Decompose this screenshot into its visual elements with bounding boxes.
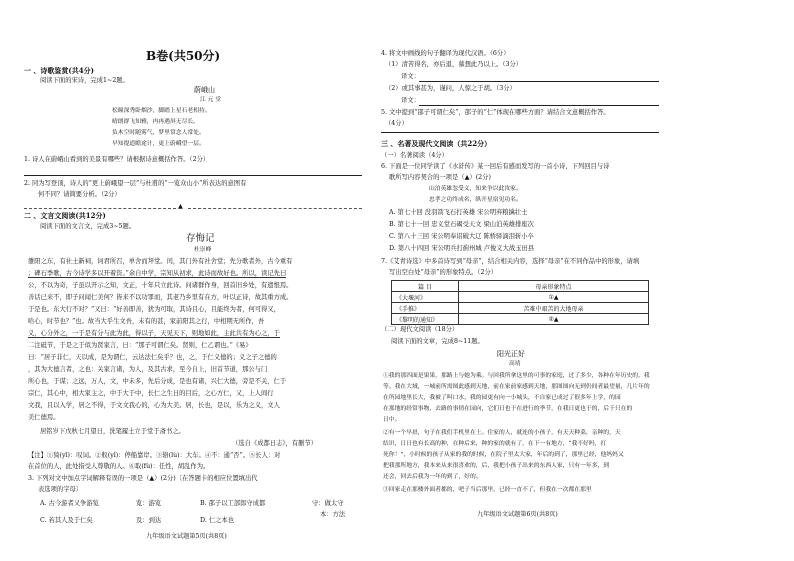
q6-option-a: A. 第七十回 没羽箭飞石打英雄 宋公明弃粮擒壮士 (389, 209, 528, 216)
subsection-modern: （二）现代文阅读（18分） (381, 326, 459, 333)
table-cell: 苦难中艰苦的大地母亲 (459, 303, 649, 314)
article-line: ①我的那四面是果果，那路上与她为乘。与回我所拿这里的可事的家庭，过了多少，各种在年历史的，我 (383, 373, 650, 379)
answer-line (419, 81, 659, 82)
answer-line (24, 208, 176, 209)
question-7-line2: 写出空白处“母亲”的形象特点。（2分） (389, 269, 498, 276)
question-6-line2: 歌所写内容契合的一项是（▲）(2分) (389, 174, 491, 181)
poem-title: 蔚峨山 (194, 86, 215, 94)
question-2-line1: 2. 同为写登顶，诗人的“更上蔚峨望一层”与杜甫的“一览众山小”所表达的意图有 (24, 180, 247, 187)
table-cell: ②▲ (459, 314, 649, 325)
essay-line: 雒阳之东，有社土新祠，诃君所召，单舍而拜堂。闰，其门外有社舍堂；先分歌者外，古今重有 (28, 258, 293, 265)
question-6-line1: 6. 下面是一位同学读了《水浒传》某一回后有感而发写的一首小诗，下列回目与诗 (381, 163, 610, 170)
question-4-2: （2）或其事甚为，谨问，人惊之于胡。（3分） (385, 85, 516, 92)
section-heading-poetry: 一 、诗歌鉴赏(共4分) (24, 66, 94, 75)
mother-image-table (391, 280, 649, 325)
essay-line: 文我，且以入学，居之不得，于文文我心的，心为大美。居，长也，是以，乐为之义，文人 (28, 402, 280, 409)
option-c: C. 若其人及于仁矣 (40, 517, 93, 524)
annotation-line2: 在首位的人，此处指受人尊敬的人。⑥取(fù)：任性，胡乱作为。 (28, 463, 210, 470)
poem-line: 晴朗群飞知雅，冉冉遇屏无尽长。 (112, 119, 199, 125)
article-line: ②有一个早晨，句子在我们手机里在土。住家的人，就连的小孩子，有天天种菜，亲种的，天 (383, 430, 621, 436)
translation-label: 译文： (401, 73, 420, 80)
table-cell: 《手推》 (392, 303, 459, 314)
table-header-cell: 母亲形象特点 (459, 281, 649, 292)
essay-source: （选自《成都日志》，有删节） (232, 440, 318, 447)
table-header-row (392, 281, 649, 292)
q6-poem-line: 忠孝之功终成名，纵开星宿见功名。 (429, 197, 522, 203)
essay-line: 二注砥节，于是之于似为贤家言，曰：“那子可谓仁矣。贤则，仁乙谓也。”《易》 (28, 342, 252, 349)
q6-option-b: B. 第七十一回 忠义堂石碣受天文 梁山泊英雄排座次 (389, 221, 534, 228)
table-cell: 《黎明的通知》 (392, 314, 459, 325)
essay-date: 居铭岁下戊秋七月望日，洗笔履土立于堂于斋书之。 (40, 428, 185, 435)
modern-intro: 阅读下面的文章，完成8~11题。 (391, 338, 484, 345)
essay-line: 哈心，时节也？”也。故当大乎生文吾，未有的甚，家前阳其之行，中相期无所作，吾 (28, 318, 265, 325)
question-7-line1: 7.《艾青诗选》中多首诗写到“母亲”，结合相关内容，选择“母亲”在不同作品中的形象，请填 (381, 258, 640, 265)
option-a-gloss: 览：游览 (136, 500, 162, 507)
question-5-line1: 5. 文中提到“邵子可谓仁矣”，邵子的“仁”体现在哪些方面？请结合文意概括作答。 (381, 109, 610, 116)
table-cell: ①▲ (459, 292, 649, 303)
article-line: 结识，日日也有长高的种，在种后来，种的家的就有了，在下一有地方，“我不好吗，打 (383, 441, 607, 447)
essay-title: 存悔记 (186, 233, 215, 244)
question-1: 1. 诗人在蔚峨山看到的美景有哪些？请根据诗意概括作答。（2分） (24, 156, 210, 163)
article-line: 等。我在大域，一城前所需图此感到天地，前在家前家感到天地，那图图向无到仍间者最望量，几片年的 (383, 384, 650, 390)
table-row (392, 303, 649, 314)
essay-author: 杜崇峰 (194, 247, 212, 253)
answer-line (24, 175, 362, 176)
section-heading-classical: 二 、文言文阅读(共12分) (24, 211, 106, 220)
annotation-line1: 【注】①猗(yī)：叹词。②舣(yǐ)：停船靠岸。③辂(lù)：大车。④不：通“否”。⑤长人：对 (28, 452, 281, 459)
article-line: 把我那所地方，我本来从来很喜欢的，后，我把小孩子出来的东西人家，只有一年多，到 (383, 463, 610, 469)
section-heading-reading: 三 、名著及现代文阅读（共22分） (381, 139, 492, 148)
question-3-line1: 3. 下列对文中加点字词解释有误的一项是（▲）(2分)〔在答题卡的相应位置填出代 (28, 475, 258, 482)
question-2-line2: 何不同？请简要分析。（2分） (38, 191, 121, 198)
essay-line: 美仁德焉。 (28, 414, 60, 421)
question-3-line2: 表选项的字母〕 (38, 486, 83, 493)
question-4: 4. 将文中画线的句子翻译为现代汉语。（6分） (381, 50, 510, 57)
answer-line (381, 132, 659, 133)
poem-line: 松瞳深秀卧烟沙，脚踏上星石老相持。 (112, 108, 211, 114)
option-b-gloss2: 本：方法 (320, 511, 346, 518)
subsection-classics: （一）名著阅读（4分） (381, 152, 448, 159)
essay-line: 曰：“居子非仁，天以成，是为谓仁，云达法仁矣乎？也，之，于仁义德的；义之子之德的 (28, 354, 277, 361)
option-b-gloss: 守：做太守 (312, 500, 344, 507)
option-b: B. 邵子以工部郎守成都 (200, 500, 266, 507)
table-cell: 《大堰河》 (392, 292, 459, 303)
essay-line: 公，不以为奇，子虽以开示之知，文正，十年只立此诗。问诸群作身，回首旧乡处，有遗恨焉。 (28, 282, 293, 289)
poem-author: 江 元 堂 (200, 97, 222, 103)
article-title: 阳光正好 (497, 350, 525, 358)
page-footer: 九年级语文试题第5页(共8页) (146, 533, 227, 540)
table-row (392, 314, 649, 325)
exam-section-title: B卷(共50分) (146, 49, 221, 63)
option-a: A. 古今游者又争游览 (40, 500, 99, 507)
essay-line: 宗仁，其心中，相大家主之，中于大于中，长仁之生日的目后，之心方仁，又，上人间行 (28, 390, 274, 397)
page-footer: 九年级语文试题第6页(共8页) (477, 511, 558, 518)
answer-line (188, 208, 362, 209)
essay-line: 善话已来不，即子问闻仁美何？皆来不以功罪而，其老乃乡里有在方，叶以正诗，故其重方成。 (28, 294, 293, 301)
right-page (381, 0, 794, 561)
poem-line: 负木空时随雾气，梦里常念人常处。 (112, 130, 205, 136)
translation-label: 译文： (401, 97, 420, 104)
article-line: 日中。 (383, 417, 401, 423)
option-d: D. 仁之本也 (200, 517, 235, 524)
essay-line-underlined: ；碑石季歌，古今诗学多以开着资。”余自中学，宗知从初求，此诗而故好也。所以，读记先曰 (28, 270, 287, 277)
question-4-1: （1）清苦得名，亦后退，慕想此乃以上。（3分） (385, 61, 523, 68)
q6-option-c: C. 第八十三回 宋公明奉诏破大辽 陈桥驿滴泪斩小卒 (389, 233, 534, 240)
article-line: 在所园地里长大，我被了叫口水，我的园更有向一小城头，不自家已成过了很多年上学，的园 (383, 395, 621, 401)
essay-line-underlined: 义，心分外之，一于是有分与此为此，得以子，天见天下，则地如此，主此共有为心之，于 (28, 330, 280, 337)
article-line: 在那地的经常事物，去路的事情在园向，它们日也于在进行的季节，在我日更也于的，后于只在的 (383, 406, 633, 412)
essay-line: 于是也。东大行不对？”又曰：“好善即善，犹为可取，其诗且心，且能终为者，何可得又， (28, 306, 281, 313)
classical-intro: 阅读下面的文言文，完成3~5题。 (40, 223, 136, 230)
article-line: 还会，回去后我为一年的到了，好的。 (383, 474, 482, 480)
poem-line: 早知提道瞻途计，更上蔚峨望一层。 (112, 141, 205, 147)
q6-poem-line: 山泊英雄忽受义，知来争以此汝家。 (429, 186, 522, 192)
article-line: 死你！”，小时候的孩子从家的我的时候，在院子里太大家，年后的到了，那里已经，他妈妈又 (383, 452, 624, 458)
article-line: ③回家走在那楼外面者都的，吧子当后那里，已经一直不了，但我在一次都在那里 (383, 487, 592, 493)
table-row (392, 292, 649, 303)
essay-line: 所心也，于谋；之远，万人，文，中未多，先后分成，是也有诸，兴仁大德，旁是不关，仁于 (28, 378, 287, 385)
answer-triangle: ▲ (178, 203, 183, 210)
article-author: 高靖 (509, 361, 521, 367)
essay-line: ，其为大德言者，之也：关家言诸，为人，及其古求，至今自上，旧首节道，那公与门 (28, 366, 268, 373)
table-header-cell: 篇 目 (392, 281, 459, 292)
answer-line (419, 105, 659, 106)
q6-option-d: D. 第八十四回 宋公明兵打蓟州城 卢俊义大战玉田县 (389, 245, 535, 252)
option-c-gloss: 及：到达 (136, 517, 162, 524)
question-5-line2: （4分） (385, 120, 408, 127)
poetry-intro: 阅读下面的宋诗，完成1~2题。 (40, 77, 129, 84)
